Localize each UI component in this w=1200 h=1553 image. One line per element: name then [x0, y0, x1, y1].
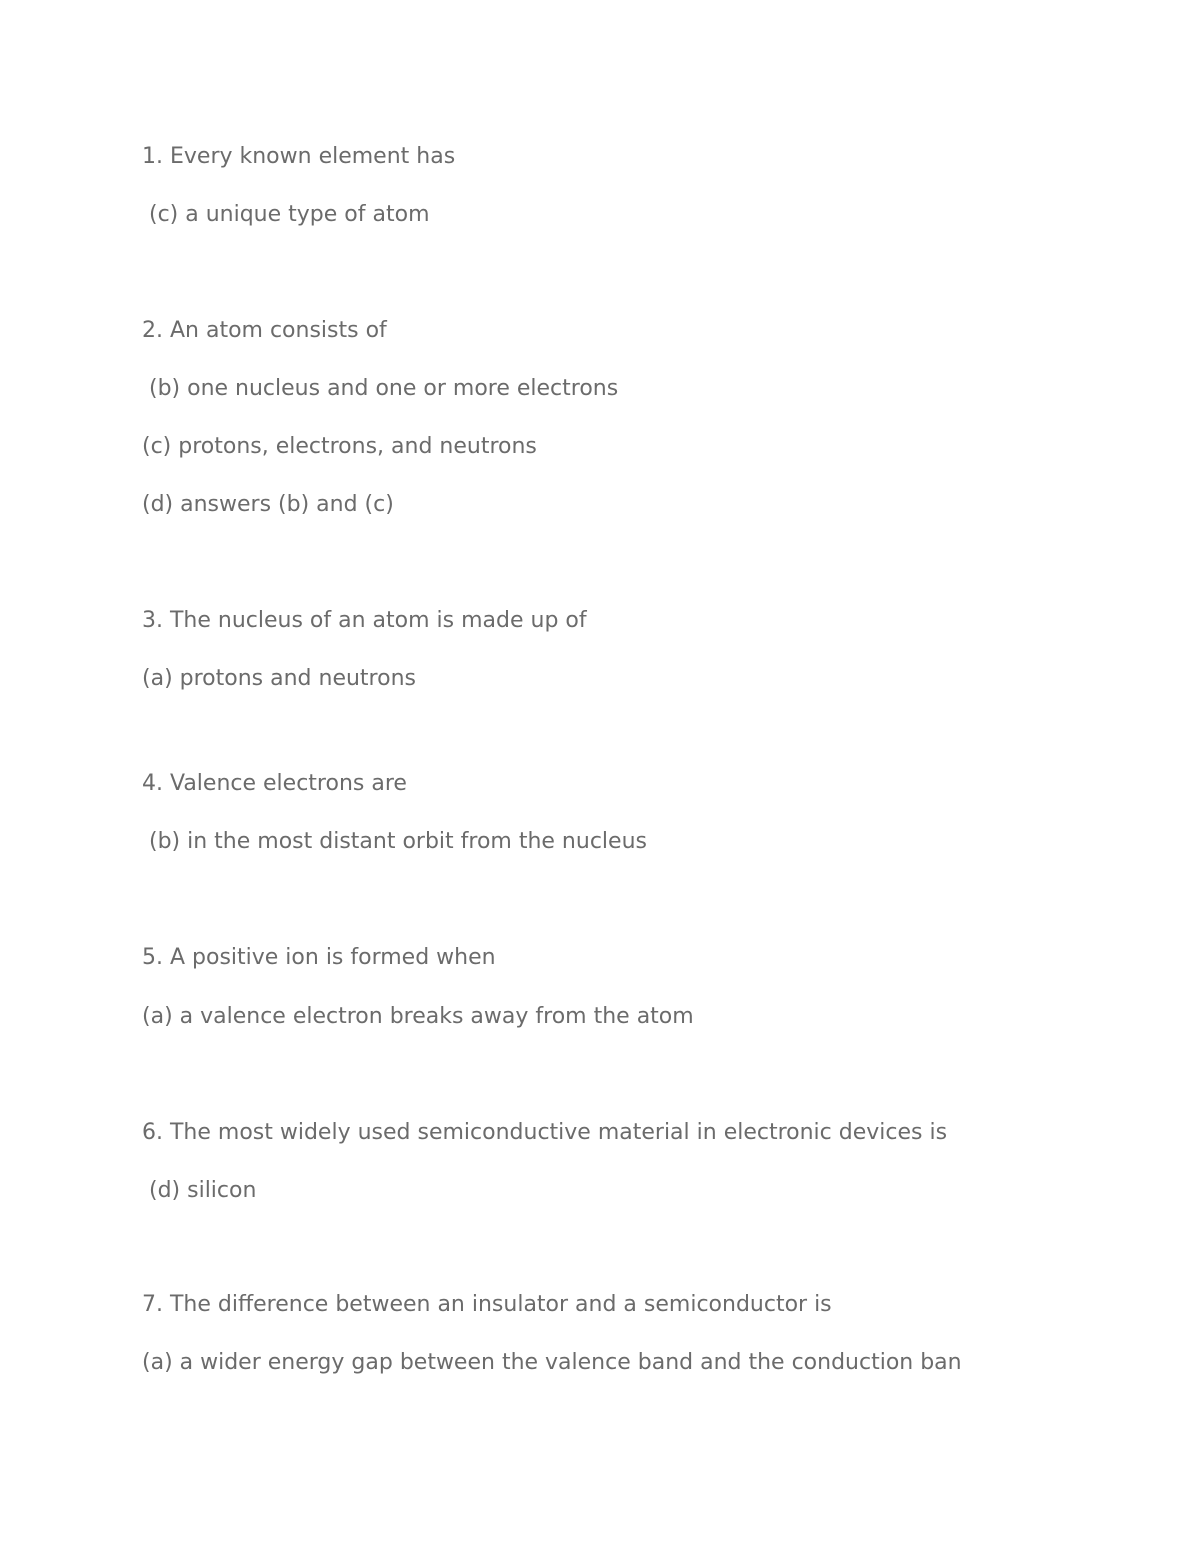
question-3: 3. The nucleus of an atom is made up of: [142, 608, 587, 633]
answer-6d: (d) silicon: [142, 1178, 257, 1203]
answer-4b: (b) in the most distant orbit from the nucleus: [142, 829, 647, 854]
answer-2b: (b) one nucleus and one or more electrons: [142, 376, 619, 401]
question-5: 5. A positive ion is formed when: [142, 945, 496, 970]
question-2: 2. An atom consists of: [142, 318, 387, 343]
answer-1c: (c) a unique type of atom: [142, 202, 430, 227]
answer-2d: (d) answers (b) and (c): [142, 492, 394, 517]
answer-5a: (a) a valence electron breaks away from the atom: [142, 1004, 694, 1029]
question-4: 4. Valence electrons are: [142, 771, 407, 796]
question-7: 7. The difference between an insulator and a semiconductor is: [142, 1292, 832, 1317]
question-1: 1. Every known element has: [142, 144, 456, 169]
answer-2c: (c) protons, electrons, and neutrons: [142, 434, 537, 459]
answer-7a: (a) a wider energy gap between the valence band and the conduction ban: [142, 1350, 962, 1375]
question-6: 6. The most widely used semiconductive material in electronic devices is: [142, 1120, 948, 1145]
answer-3a: (a) protons and neutrons: [142, 666, 416, 691]
